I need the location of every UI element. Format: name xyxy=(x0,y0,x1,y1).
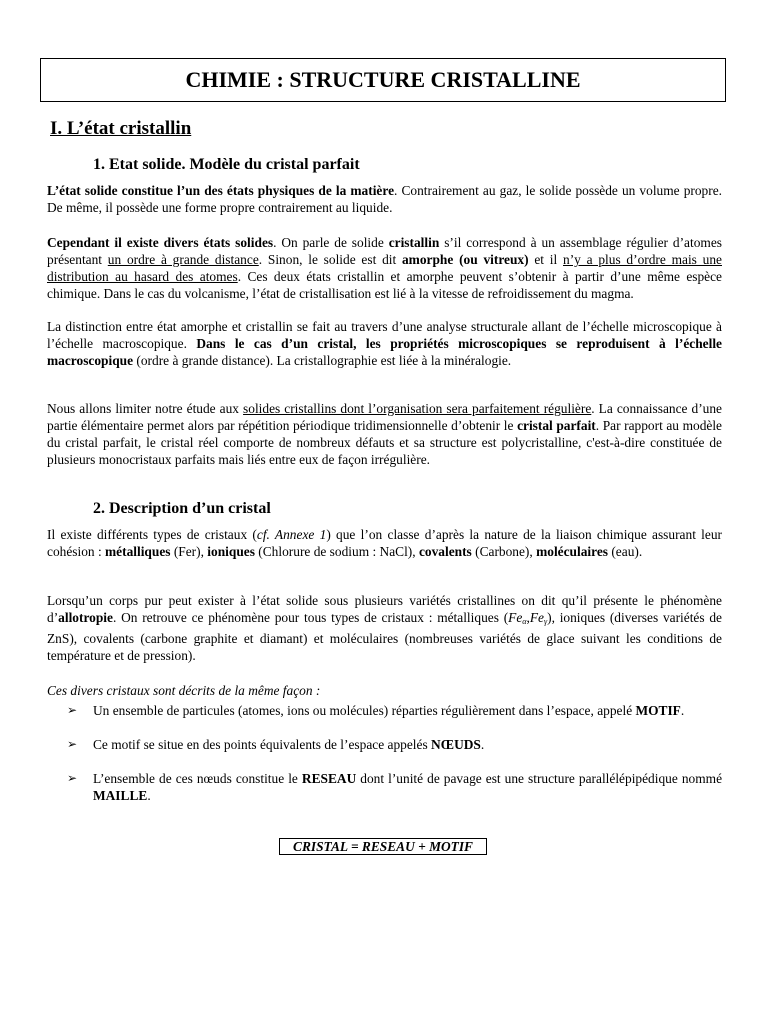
p1-text: . Contrairement au gaz, le solide possède un volume propre. De même, il possède une forme propre contrairement au liquide. xyxy=(47,183,722,215)
p5-bold-3: covalents xyxy=(418,544,472,559)
p5-bold-2: ioniques xyxy=(207,544,255,559)
paragraph-3 xyxy=(47,318,722,369)
p2-underline-2: n’y a plus d’ordre mais une distribution au hasard des atomes xyxy=(47,252,722,284)
p5-italic: cf. Annexe 1 xyxy=(256,527,327,542)
paragraph-1 xyxy=(47,182,722,216)
paragraph-2 xyxy=(47,234,722,302)
bullet-3-text-2: dont l’unité de pavage est une structure parallélépipédique nommé xyxy=(356,771,723,786)
fe-alpha-symbol xyxy=(508,610,526,625)
bullet-2-bold: NŒUDS xyxy=(431,737,481,752)
paragraph-5 xyxy=(47,526,722,560)
paragraph-6 xyxy=(47,592,722,664)
bullet-item-noeuds xyxy=(67,736,722,753)
p6-text-2: . On retrouve ce phénomène pour tous types de cristaux : métalliques ( xyxy=(112,610,509,625)
bullet-1-end: . xyxy=(680,703,685,718)
p6-bold: allotropie xyxy=(58,610,113,625)
p5-text-3: (Fer), xyxy=(170,544,208,559)
p5-text-6: (eau). xyxy=(608,544,643,559)
bullet-item-motif xyxy=(67,702,722,719)
bullet-3-text-1: L’ensemble de ces nœuds constitue le xyxy=(93,771,302,786)
formula-box: CRISTAL = RESEAU + MOTIF xyxy=(279,838,487,855)
bullet-1-bold: MOTIF xyxy=(635,703,681,718)
gamma-subscript: γ xyxy=(543,617,548,626)
symbol-separator: , xyxy=(526,610,530,625)
p2-text-2: s’il correspond à un assemblage régulier d’atomes présentant xyxy=(47,235,722,267)
p4-text-3: . Par rapport au modèle du cristal parfait, le cristal réel comporte de nombreux défauts et sa structure est polycristalline, c'est-à-dire constituée de plusieurs monocristaux parfaits mais liés entre eux de façon irrégulière. xyxy=(47,418,722,467)
p2-bold-1: Cependant il existe divers états solides xyxy=(47,235,274,250)
p4-bold: cristal parfait xyxy=(517,418,596,433)
p5-bold-1: métalliques xyxy=(105,544,171,559)
p3-text-2: (ordre à grande distance). La cristallographie est liée à la minéralogie. xyxy=(133,353,512,368)
p6-text-1: Lorsqu’un corps pur peut exister à l’état solide sous plusieurs variétés cristallines on dit qu’il présente le phénomène d’ xyxy=(47,593,722,625)
paragraph-4 xyxy=(47,400,722,468)
subsection-heading-2: 2. Description d’un cristal xyxy=(93,500,271,517)
p2-bold-2: cristallin xyxy=(388,235,440,250)
fe-text-1: Fe xyxy=(508,610,523,625)
bullet-3-bold-1: RESEAU xyxy=(301,771,357,786)
p4-underline: solides cristallins dont l’organisation sera parfaitement régulière xyxy=(243,401,592,416)
bullet-list xyxy=(67,702,722,804)
bullet-item-reseau xyxy=(67,770,722,804)
p1-bold: L’état solide constitue l’un des états physiques de la matière xyxy=(47,183,395,198)
arrow-bullet-icon: ➢ xyxy=(67,737,78,751)
bullet-2-end: . xyxy=(480,737,485,752)
paragraph-7: Ces divers cristaux sont décrits de la même façon : xyxy=(47,683,321,698)
p5-text-5: (Carbone), xyxy=(471,544,537,559)
page-title: CHIMIE : STRUCTURE CRISTALLINE xyxy=(185,67,581,92)
p2-text-1: . On parle de solide xyxy=(273,235,389,250)
bullet-1-text: Un ensemble de particules (atomes, ions ou molécules) réparties régulièrement dans l’espace, appelé xyxy=(93,703,636,718)
p5-text-2: ) que l’on classe d’après la nature de la liaison chimique assurant leur cohésion : xyxy=(47,527,723,559)
p2-underline-1: un ordre à grande distance xyxy=(107,252,259,267)
p6-text-3: ), ioniques (diverses variétés de ZnS), covalents (carbone graphite et diamant) et moléculaires (nombreuses variétés de glace suivant les conditions de température et de pression). xyxy=(47,610,722,663)
p5-bold-4: moléculaires xyxy=(536,544,608,559)
fe-gamma-symbol xyxy=(530,610,547,625)
bullet-2-text: Ce motif se situe en des points équivalents de l’espace appelés xyxy=(93,737,432,752)
p5-text-4: (Chlorure de sodium : NaCl), xyxy=(254,544,419,559)
p2-text-5: . Ces deux états cristallin et amorphe peuvent s’obtenir à partir d’une même espèce chimique. Dans le cas du volcanisme, l’état de cristallisation est lié à la vitesse de refroidissement du magma. xyxy=(47,269,723,301)
p5-text-1: Il existe différents types de cristaux ( xyxy=(47,527,257,542)
p2-bold-3: amorphe (ou vitreux) xyxy=(401,252,529,267)
alpha-subscript: α xyxy=(522,617,527,626)
p4-text-2: . La connaissance d’une partie élémentaire permet alors par répétition périodique tridimensionnelle d’obtenir le xyxy=(47,401,722,433)
bullet-3-end: . xyxy=(147,788,151,803)
arrow-bullet-icon: ➢ xyxy=(67,771,78,785)
p2-text-3: . Sinon, le solide est dit xyxy=(258,252,402,267)
bullet-3-bold-2: MAILLE xyxy=(93,788,148,803)
fe-text-2: Fe xyxy=(529,610,544,625)
p4-text-1: Nous allons limiter notre étude aux xyxy=(47,401,244,416)
arrow-bullet-icon: ➢ xyxy=(67,703,78,717)
p2-text-4: et il xyxy=(528,252,563,267)
section-heading-1: I. L’état cristallin xyxy=(50,118,192,139)
p3-bold: Dans le cas d’un cristal, les propriétés microscopiques se reproduisent à l’échelle macroscopique xyxy=(47,336,722,368)
page-title-box xyxy=(40,58,726,102)
subsection-heading-1: 1. Etat solide. Modèle du cristal parfait xyxy=(93,156,360,173)
p3-text-1: La distinction entre état amorphe et cristallin se fait au travers d’une analyse structurale allant de l’échelle microscopique à l’échelle macroscopique. xyxy=(47,319,722,351)
